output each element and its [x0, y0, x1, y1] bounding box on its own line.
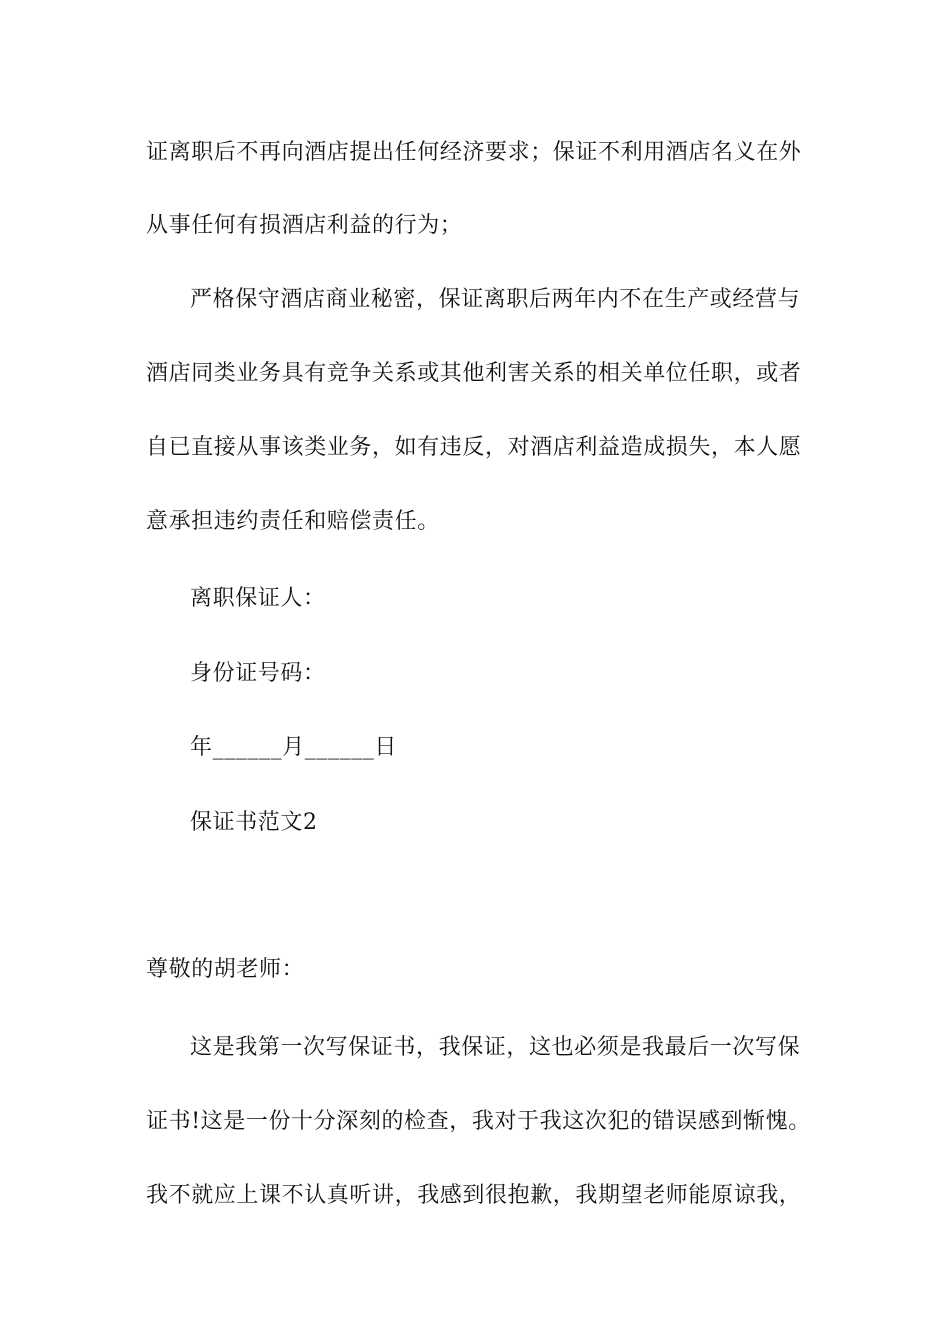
paragraph-line: 从事任何有损酒店利益的行为；: [146, 213, 463, 238]
paragraph-line: 严格保守酒店商业秘密，保证离职后两年内不在生产或经营与: [190, 287, 801, 312]
paragraph-line: 这是我第一次写保证书，我保证，这也必须是我最后一次写保: [190, 1035, 801, 1060]
paragraph-line: 我不就应上课不认真听讲，我感到很抱歉，我期望老师能原谅我，: [146, 1183, 802, 1208]
paragraph-line: 意承担违约责任和赔偿责任。: [146, 509, 440, 534]
paragraph-line: 证书!这是一份十分深刻的检查，我对于我这次犯的错误感到惭愧。: [146, 1109, 811, 1134]
paragraph-line: 自已直接从事该类业务，如有违反，对酒店利益造成损失，本人愿: [146, 435, 802, 460]
paragraph-line: 证离职后不再向酒店提出任何经济要求；保证不利用酒店名义在外: [146, 140, 802, 165]
id-number-label: 身份证号码：: [190, 661, 326, 686]
section-title: 保证书范文2: [190, 810, 318, 835]
salutation: 尊敬的胡老师：: [146, 957, 305, 982]
signer-label: 离职保证人：: [190, 586, 326, 611]
date-line: 年______月______日: [190, 735, 398, 760]
paragraph-line: 酒店同类业务具有竞争关系或其他利害关系的相关单位任职，或者: [146, 361, 802, 386]
